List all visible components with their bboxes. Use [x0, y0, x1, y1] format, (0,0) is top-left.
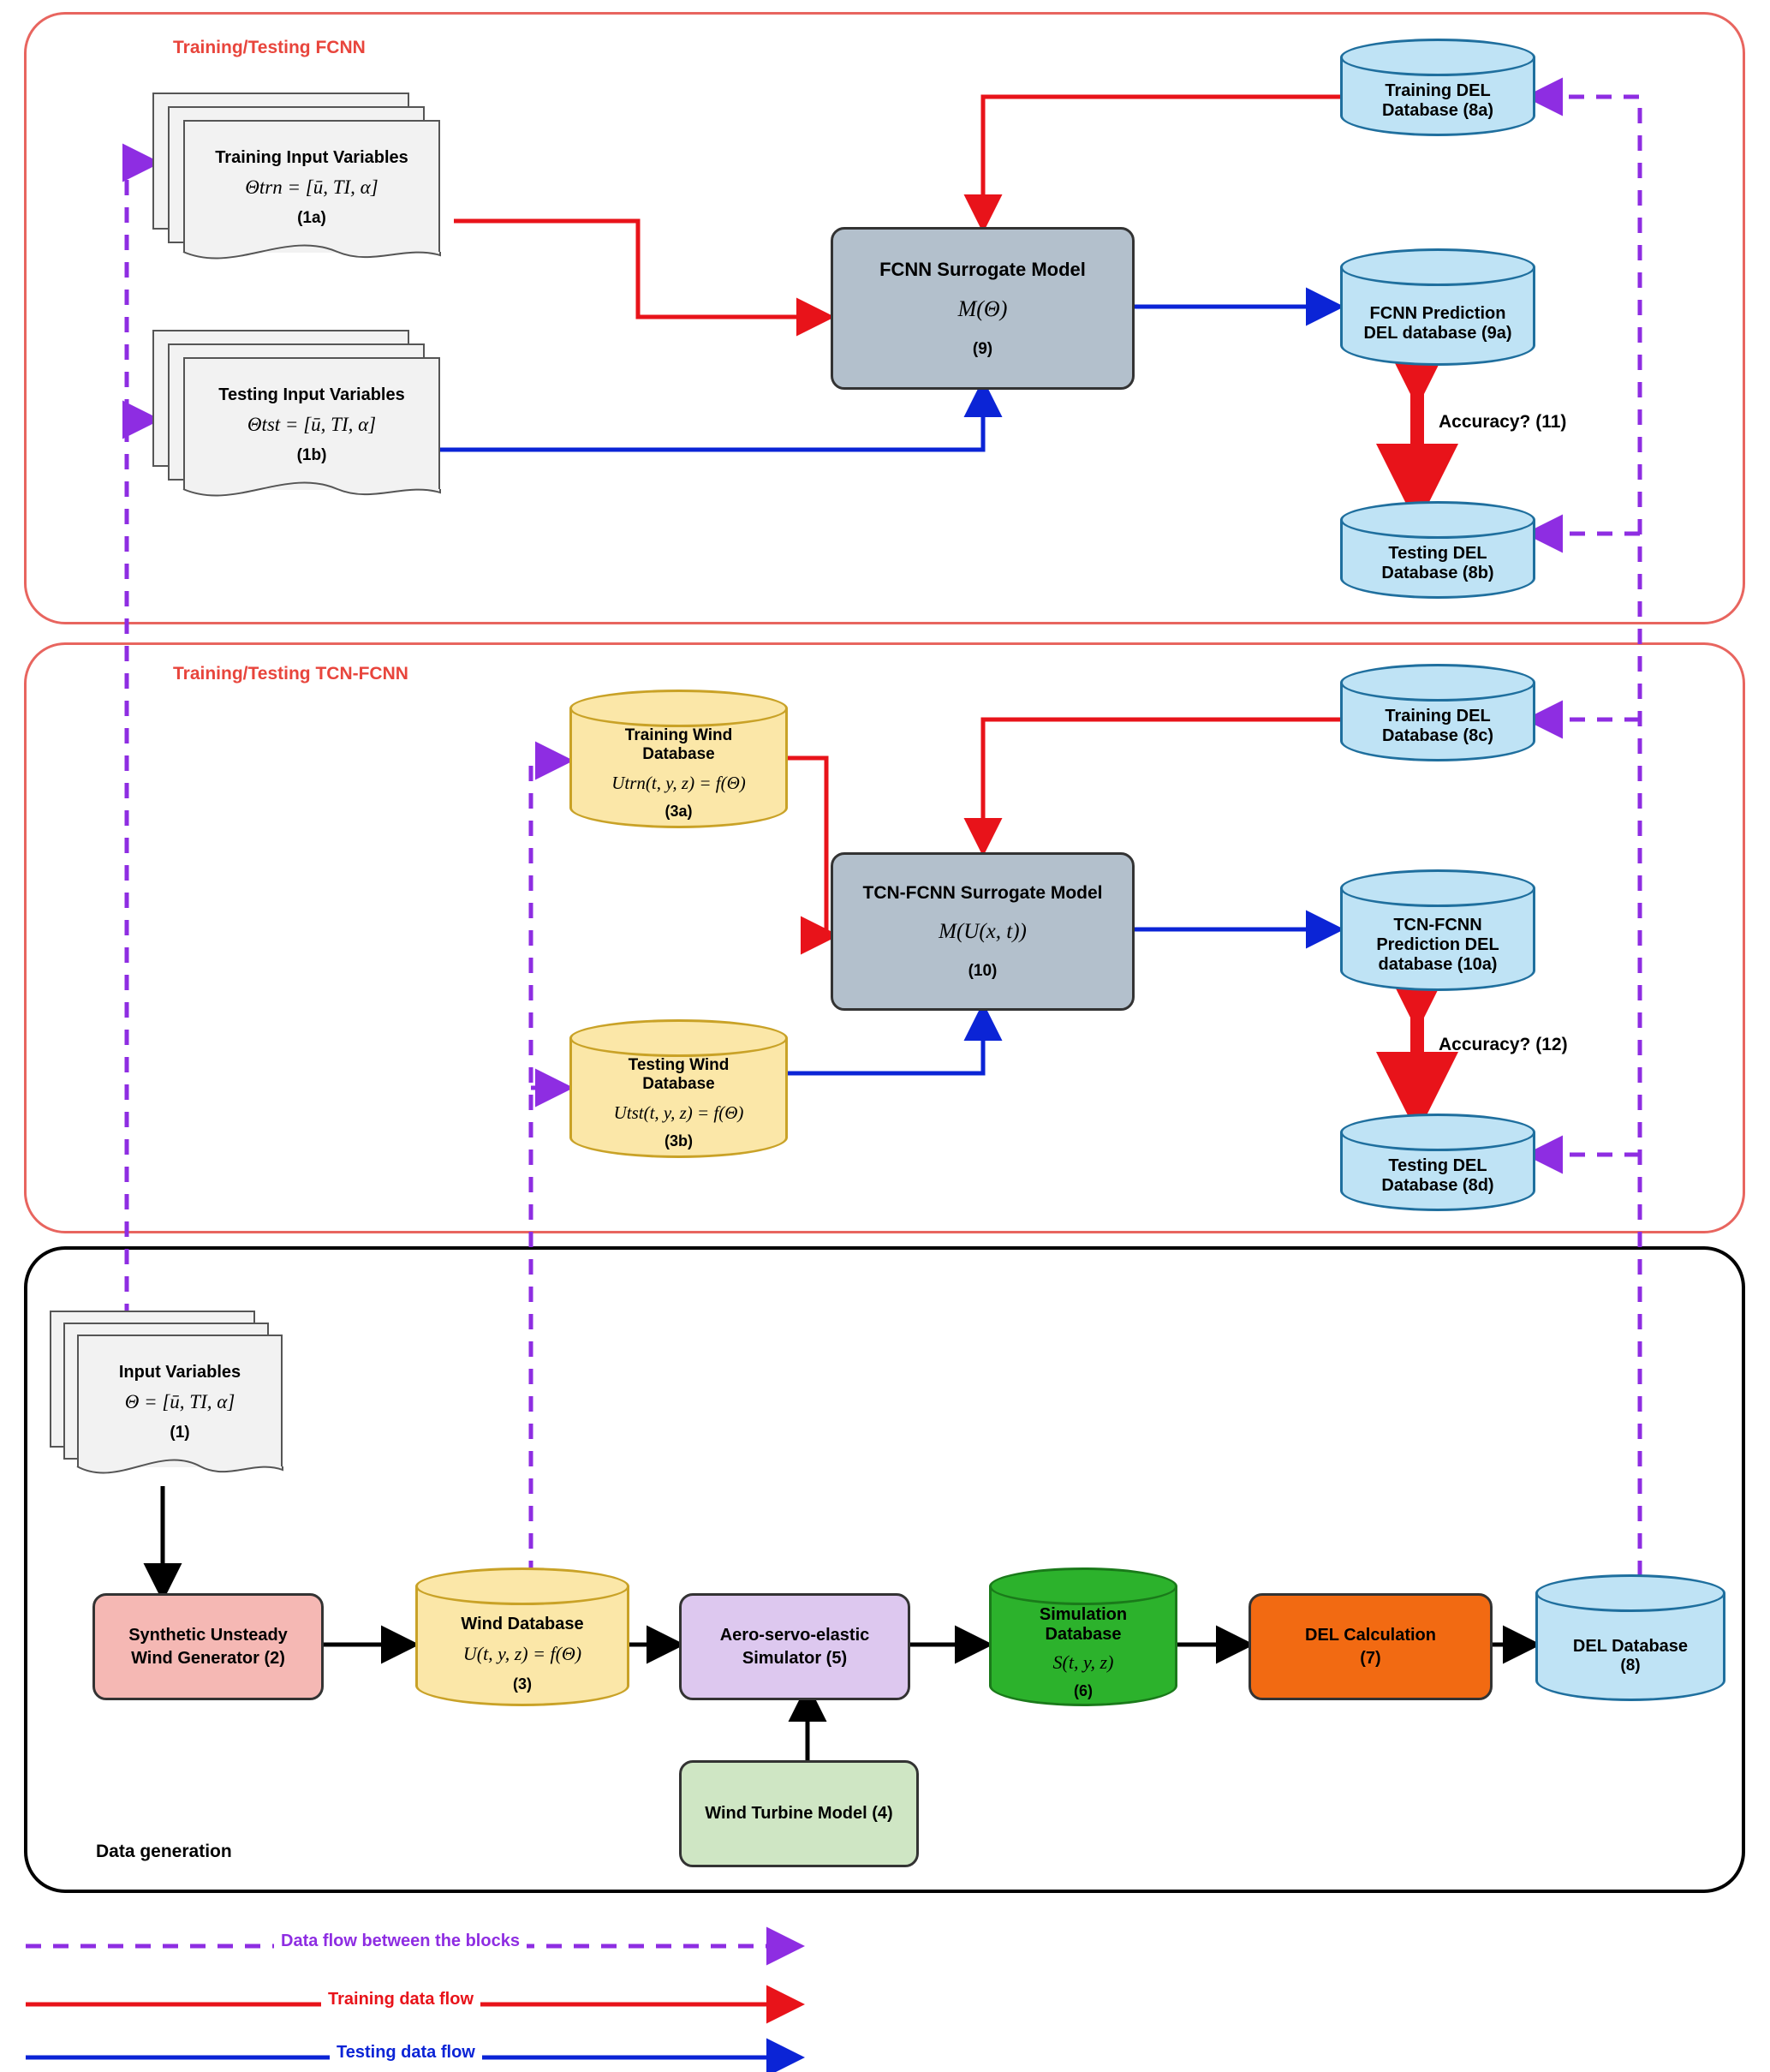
simulation-database-subtitle: Database	[1045, 1624, 1122, 1644]
testing-del-8b-title: Testing DEL	[1388, 544, 1487, 563]
wind-database-tag: (3)	[513, 1675, 532, 1693]
tcn-prediction-10a-subtitle2: database (10a)	[1378, 954, 1498, 974]
training-input-text	[183, 123, 440, 252]
testing-del-8b-label	[1340, 530, 1535, 597]
node-input-variables	[50, 1311, 307, 1495]
testing-del-8d-title: Testing DEL	[1388, 1156, 1487, 1175]
cylinder-top	[1535, 1574, 1725, 1612]
training-del-8a-subtitle: Database (8a)	[1381, 101, 1494, 120]
node-training-wind-3a	[569, 690, 788, 848]
testing-wind-3b-tag: (3b)	[664, 1132, 693, 1149]
testing-wind-3b-subtitle: Database	[642, 1075, 715, 1093]
training-del-8c-title: Training DEL	[1385, 707, 1491, 725]
tcn-prediction-10a-subtitle: Prediction DEL	[1376, 934, 1499, 954]
simulation-database-title: Simulation	[1039, 1604, 1128, 1624]
input-variables-title: Input Variables	[118, 1362, 241, 1382]
simulation-database-label	[989, 1598, 1177, 1706]
training-del-8c-subtitle: Database (8c)	[1381, 726, 1494, 745]
testing-input-formula: Θtst = [ū, TI, α]	[247, 413, 377, 435]
testing-input-title: Testing Input Variables	[218, 385, 405, 404]
wind-generator-line2: Wind Generator (2)	[131, 1648, 285, 1668]
accuracy-11-text: Accuracy? (11)	[1439, 411, 1567, 432]
node-fcnn-prediction-9a	[1340, 248, 1535, 385]
training-input-tag: (1a)	[297, 208, 326, 227]
legend-item-testing	[330, 2043, 482, 2063]
node-wind-turbine-model	[679, 1760, 919, 1867]
input-variables-tag: (1)	[170, 1423, 190, 1442]
group-label-datagen: Data generation	[96, 1842, 232, 1861]
node-del-calculation	[1249, 1593, 1493, 1700]
fcnn-model-formula: M(Θ)	[957, 296, 1008, 322]
node-testing-input-variables	[152, 330, 461, 505]
del-calculation-line2: (7)	[1360, 1648, 1381, 1668]
node-wind-database	[415, 1567, 629, 1726]
tcn-model-formula: M(U(x, t))	[939, 919, 1027, 943]
testing-del-8b-subtitle: Database (8b)	[1381, 564, 1494, 582]
wind-turbine-model-label: Wind Turbine Model (4)	[705, 1804, 893, 1823]
node-synthetic-wind-generator	[92, 1593, 324, 1700]
del-calculation-line1: DEL Calculation	[1305, 1625, 1436, 1645]
legend-item-training	[321, 1990, 480, 2009]
node-tcn-prediction-10a	[1340, 869, 1535, 1011]
testing-wind-3b-title: Testing Wind	[628, 1056, 730, 1074]
input-variables-formula: Θ = [ū, TI, α]	[124, 1390, 235, 1412]
wind-database-label	[415, 1602, 629, 1706]
training-del-8a-label	[1340, 68, 1535, 134]
del-database-title: DEL Database	[1572, 1636, 1689, 1656]
training-wind-3a-label	[569, 719, 788, 828]
simulation-database-formula: S(t, y, z)	[1052, 1651, 1114, 1673]
simulation-database-tag: (6)	[1074, 1681, 1093, 1699]
node-del-database	[1535, 1574, 1725, 1720]
tcn-model-tag: (10)	[968, 961, 998, 980]
training-wind-3a-tag: (3a)	[664, 803, 693, 820]
fcnn-prediction-9a-title: FCNN Prediction	[1369, 303, 1506, 323]
node-tcn-fcnn-surrogate-model	[831, 852, 1135, 1011]
fcnn-model-title: FCNN Surrogate Model	[879, 258, 1086, 280]
node-simulation-database	[989, 1567, 1177, 1726]
legend-dataflow-label: Data flow between the blocks	[274, 1932, 527, 1951]
wind-database-title: Wind Database	[461, 1615, 584, 1633]
simulator-line1: Aero-servo-elastic	[719, 1625, 870, 1645]
node-training-del-8a	[1340, 39, 1535, 154]
label-accuracy-11	[1439, 409, 1627, 435]
tcn-prediction-10a-label	[1340, 902, 1535, 988]
testing-del-8d-subtitle: Database (8d)	[1381, 1176, 1494, 1195]
training-input-title: Training Input Variables	[215, 147, 408, 167]
tcn-model-title: TCN-FCNN Surrogate Model	[862, 882, 1103, 903]
testing-input-text	[183, 361, 440, 489]
node-testing-del-8d	[1340, 1114, 1535, 1229]
testing-del-8d-label	[1340, 1143, 1535, 1209]
accuracy-12-text: Accuracy? (12)	[1439, 1034, 1568, 1054]
label-accuracy-12	[1439, 1032, 1627, 1058]
cylinder-top	[1340, 248, 1535, 286]
training-wind-3a-subtitle: Database	[642, 745, 715, 763]
tcn-prediction-10a-title: TCN-FCNN	[1393, 915, 1482, 934]
training-input-formula: Θtrn = [ū, TI, α]	[245, 176, 378, 198]
del-database-label	[1535, 1610, 1725, 1701]
testing-wind-3b-formula: Utst(t, y, z) = f(Θ)	[613, 1102, 744, 1123]
training-wind-3a-title: Training Wind	[624, 726, 733, 744]
input-variables-text	[77, 1338, 283, 1466]
cylinder-top	[415, 1567, 629, 1605]
node-training-input-variables	[152, 93, 461, 268]
training-del-8a-title: Training DEL	[1385, 81, 1491, 100]
legend-item-dataflow	[274, 1932, 527, 1951]
node-training-del-8c	[1340, 664, 1535, 779]
simulator-line2: Simulator (5)	[742, 1648, 848, 1668]
testing-input-tag: (1b)	[296, 445, 327, 464]
fcnn-model-tag: (9)	[972, 339, 993, 358]
fcnn-prediction-9a-subtitle: DEL database (9a)	[1363, 323, 1512, 343]
training-del-8c-label	[1340, 693, 1535, 760]
node-testing-wind-3b	[569, 1019, 788, 1178]
wind-database-formula: U(t, y, z) = f(Θ)	[462, 1643, 582, 1664]
node-fcnn-surrogate-model	[831, 227, 1135, 390]
wind-generator-line1: Synthetic Unsteady	[128, 1625, 288, 1645]
node-testing-del-8b	[1340, 501, 1535, 617]
training-wind-3a-formula: Utrn(t, y, z) = f(Θ)	[611, 773, 746, 793]
fcnn-prediction-9a-label	[1340, 283, 1535, 364]
testing-wind-3b-label	[569, 1048, 788, 1158]
group-label-fcnn: Training/Testing FCNN	[173, 38, 366, 57]
node-aero-servo-elastic-simulator	[679, 1593, 910, 1700]
legend-testing-label: Testing data flow	[330, 2043, 482, 2063]
group-label-tcn: Training/Testing TCN-FCNN	[173, 664, 408, 684]
legend-training-label: Training data flow	[321, 1990, 480, 2009]
del-database-tag: (8)	[1620, 1656, 1641, 1675]
